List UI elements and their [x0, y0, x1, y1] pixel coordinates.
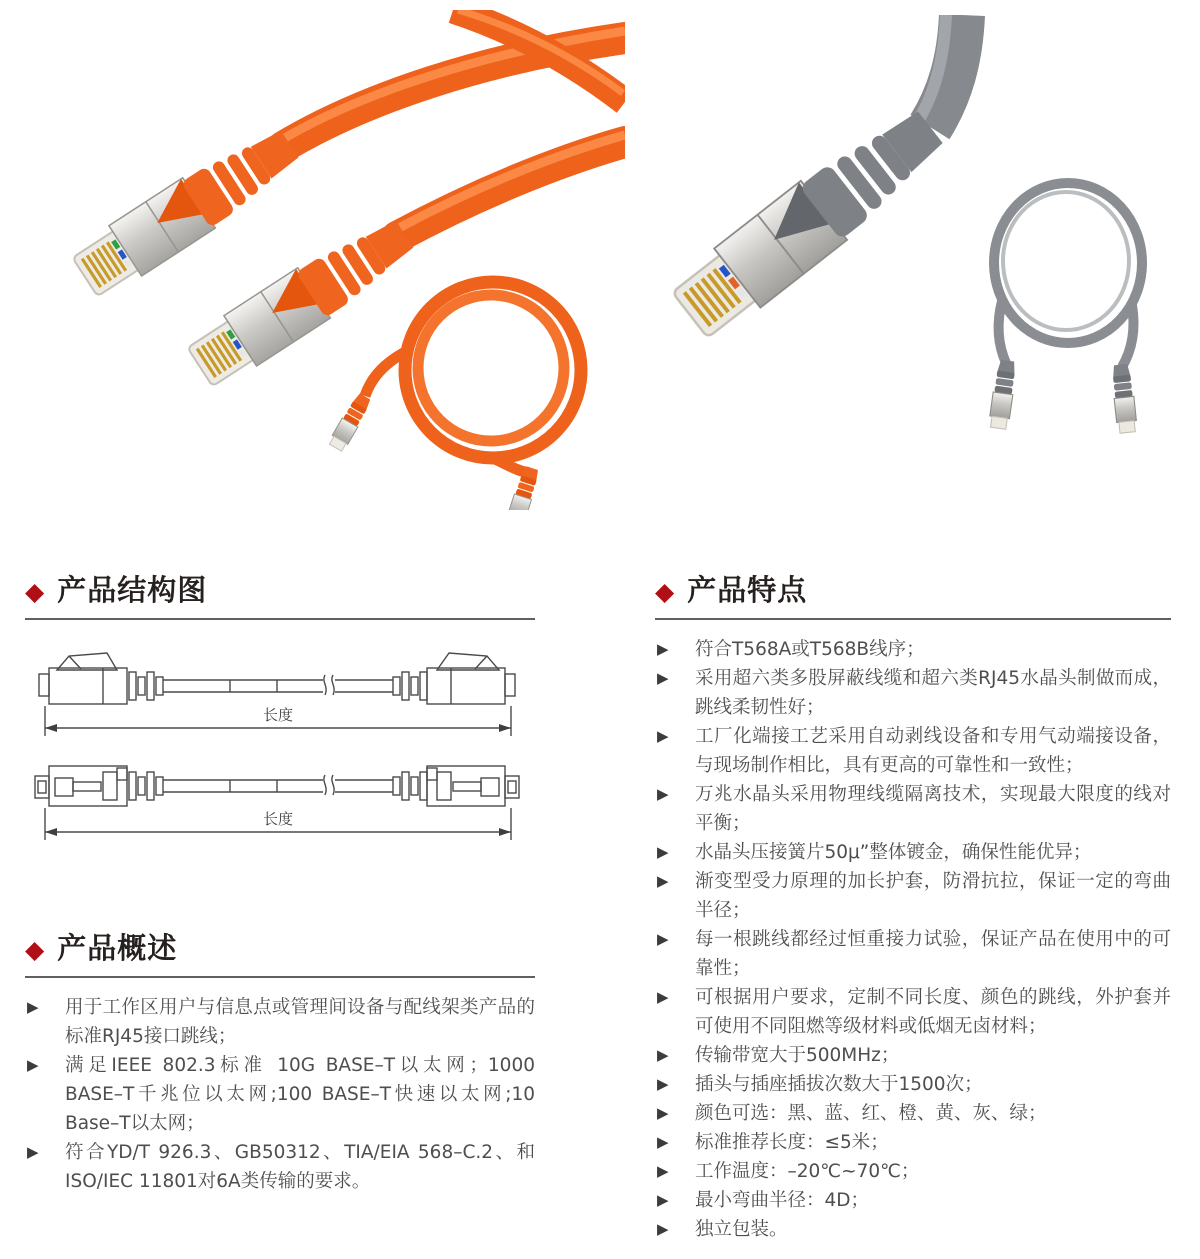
feature-item — [655, 838, 1171, 867]
overview-header — [25, 928, 535, 970]
triangle-bullet-icon: ▶ — [657, 872, 669, 890]
feature-item — [655, 925, 1171, 983]
feature-text: 采用超六类多股屏蔽线缆和超六类RJ45水晶头制做而成，跳线柔韧性好； — [695, 668, 1171, 718]
feature-item — [655, 722, 1171, 780]
triangle-bullet-icon: ▶ — [657, 1191, 669, 1209]
triangle-bullet-icon: ▶ — [657, 1220, 669, 1238]
triangle-bullet-icon: ▶ — [657, 930, 669, 948]
overview-item — [25, 993, 535, 1051]
orange-cable-2 — [397, 135, 625, 237]
section-overview — [25, 928, 535, 1196]
overview-text: 用于工作区用户与信息点或管理间设备与配线架类产品的标准RJ45接口跳线； — [65, 997, 535, 1047]
rj45-connector-orange-1 — [69, 119, 306, 302]
overview-divider — [25, 976, 535, 978]
feature-item — [655, 1128, 1171, 1157]
structure-title: 产品结构图 — [57, 573, 208, 608]
triangle-bullet-icon: ▶ — [27, 1143, 39, 1161]
mini-rj45-gray-2 — [1111, 364, 1138, 434]
structure-diagram-svg — [25, 648, 532, 852]
triangle-bullet-icon: ▶ — [657, 785, 669, 803]
overview-item — [25, 1051, 535, 1138]
diagram-top-view — [35, 766, 519, 840]
diagram-side-view — [39, 653, 515, 736]
triangle-bullet-icon: ▶ — [657, 843, 669, 861]
diamond-icon: ◆ — [25, 576, 45, 606]
triangle-bullet-icon: ▶ — [657, 988, 669, 1006]
coiled-orange-patch-cord — [328, 282, 581, 510]
structure-header — [25, 570, 535, 612]
features-divider — [655, 618, 1171, 620]
feature-text: 独立包装。 — [695, 1219, 788, 1240]
feature-item — [655, 1157, 1171, 1186]
overview-item — [25, 1138, 535, 1196]
overview-text: 符合YD/T 926.3、GB50312、TIA/EIA 568–C.2、和ISO/IEC 11801对6A类传输的要求。 — [65, 1142, 535, 1192]
feature-text: 可根据用户要求，定制不同长度、颜色的跳线，外护套并可使用不同阻燃等级材料或低烟无卤材料； — [695, 987, 1171, 1037]
features-header — [655, 570, 1171, 612]
triangle-bullet-icon: ▶ — [657, 640, 669, 658]
feature-text: 最小弯曲半径：4D； — [695, 1190, 870, 1211]
feature-item — [655, 1070, 1171, 1099]
feature-item — [655, 780, 1171, 838]
feature-item — [655, 664, 1171, 722]
feature-text: 符合T568A或T568B线序； — [695, 639, 925, 660]
triangle-bullet-icon: ▶ — [27, 1056, 39, 1074]
length-dimension-label-1: 长度 — [262, 706, 294, 724]
triangle-bullet-icon: ▶ — [657, 1133, 669, 1151]
feature-text: 水晶头压接簧片50μ”整体镀金，确保性能优异； — [695, 842, 1092, 863]
mini-rj45-orange-1 — [328, 392, 373, 452]
triangle-bullet-icon: ▶ — [27, 998, 39, 1016]
feature-text: 标准推荐长度：≤5米； — [695, 1132, 889, 1153]
gray-cable — [918, 15, 962, 127]
diamond-icon: ◆ — [25, 934, 45, 964]
triangle-bullet-icon: ▶ — [657, 727, 669, 745]
diamond-icon: ◆ — [655, 576, 675, 606]
length-dimension-label-2: 长度 — [262, 810, 294, 828]
feature-item — [655, 867, 1171, 925]
feature-text: 万兆水晶头采用物理线缆隔离技术，实现最大限度的线对平衡； — [695, 784, 1171, 834]
looped-gray-patch-cord — [988, 183, 1142, 433]
overview-title: 产品概述 — [57, 931, 178, 966]
feature-text: 传输带宽大于500MHz； — [695, 1045, 900, 1066]
feature-item — [655, 635, 1171, 664]
feature-item — [655, 983, 1171, 1041]
feature-item — [655, 1041, 1171, 1070]
triangle-bullet-icon: ▶ — [657, 669, 669, 687]
feature-item — [655, 1099, 1171, 1128]
section-features — [655, 570, 1171, 1244]
feature-text: 渐变型受力原理的加长护套，防滑抗拉，保证一定的弯曲半径； — [695, 871, 1171, 921]
rj45-connector-gray — [667, 98, 954, 345]
photo-gray-patch-cord — [630, 15, 1190, 490]
photo-orange-patch-cords — [25, 10, 625, 510]
mini-rj45-gray-1 — [988, 359, 1017, 429]
triangle-bullet-icon: ▶ — [657, 1162, 669, 1180]
triangle-bullet-icon: ▶ — [657, 1046, 669, 1064]
features-title: 产品特点 — [687, 573, 808, 608]
feature-item — [655, 1186, 1171, 1215]
triangle-bullet-icon: ▶ — [657, 1075, 669, 1093]
feature-text: 插头与插座插拔次数大于1500次； — [695, 1074, 983, 1095]
feature-text: 工厂化端接工艺采用自动剥线设备和专用气动端接设备，与现场制作相比，具有更高的可靠性和一致性； — [695, 726, 1171, 776]
features-list — [655, 635, 1171, 1244]
feature-text: 颜色可选：黑、蓝、红、橙、黄、灰、绿； — [695, 1103, 1047, 1124]
feature-text: 工作温度：–20℃~70℃； — [695, 1161, 920, 1182]
triangle-bullet-icon: ▶ — [657, 1104, 669, 1122]
structure-divider — [25, 618, 535, 620]
overview-list — [25, 993, 535, 1196]
feature-item — [655, 1215, 1171, 1244]
section-structure — [25, 570, 535, 852]
overview-text: 满足IEEE 802.3标准 10G BASE–T以太网；1000 BASE–T千兆位以太网;100 BASE–T快速以太网;10 Base–T以太网； — [65, 1055, 535, 1134]
orange-cable-1 — [283, 31, 625, 147]
feature-text: 每一根跳线都经过恒重接力试验，保证产品在使用中的可靠性； — [695, 929, 1171, 979]
